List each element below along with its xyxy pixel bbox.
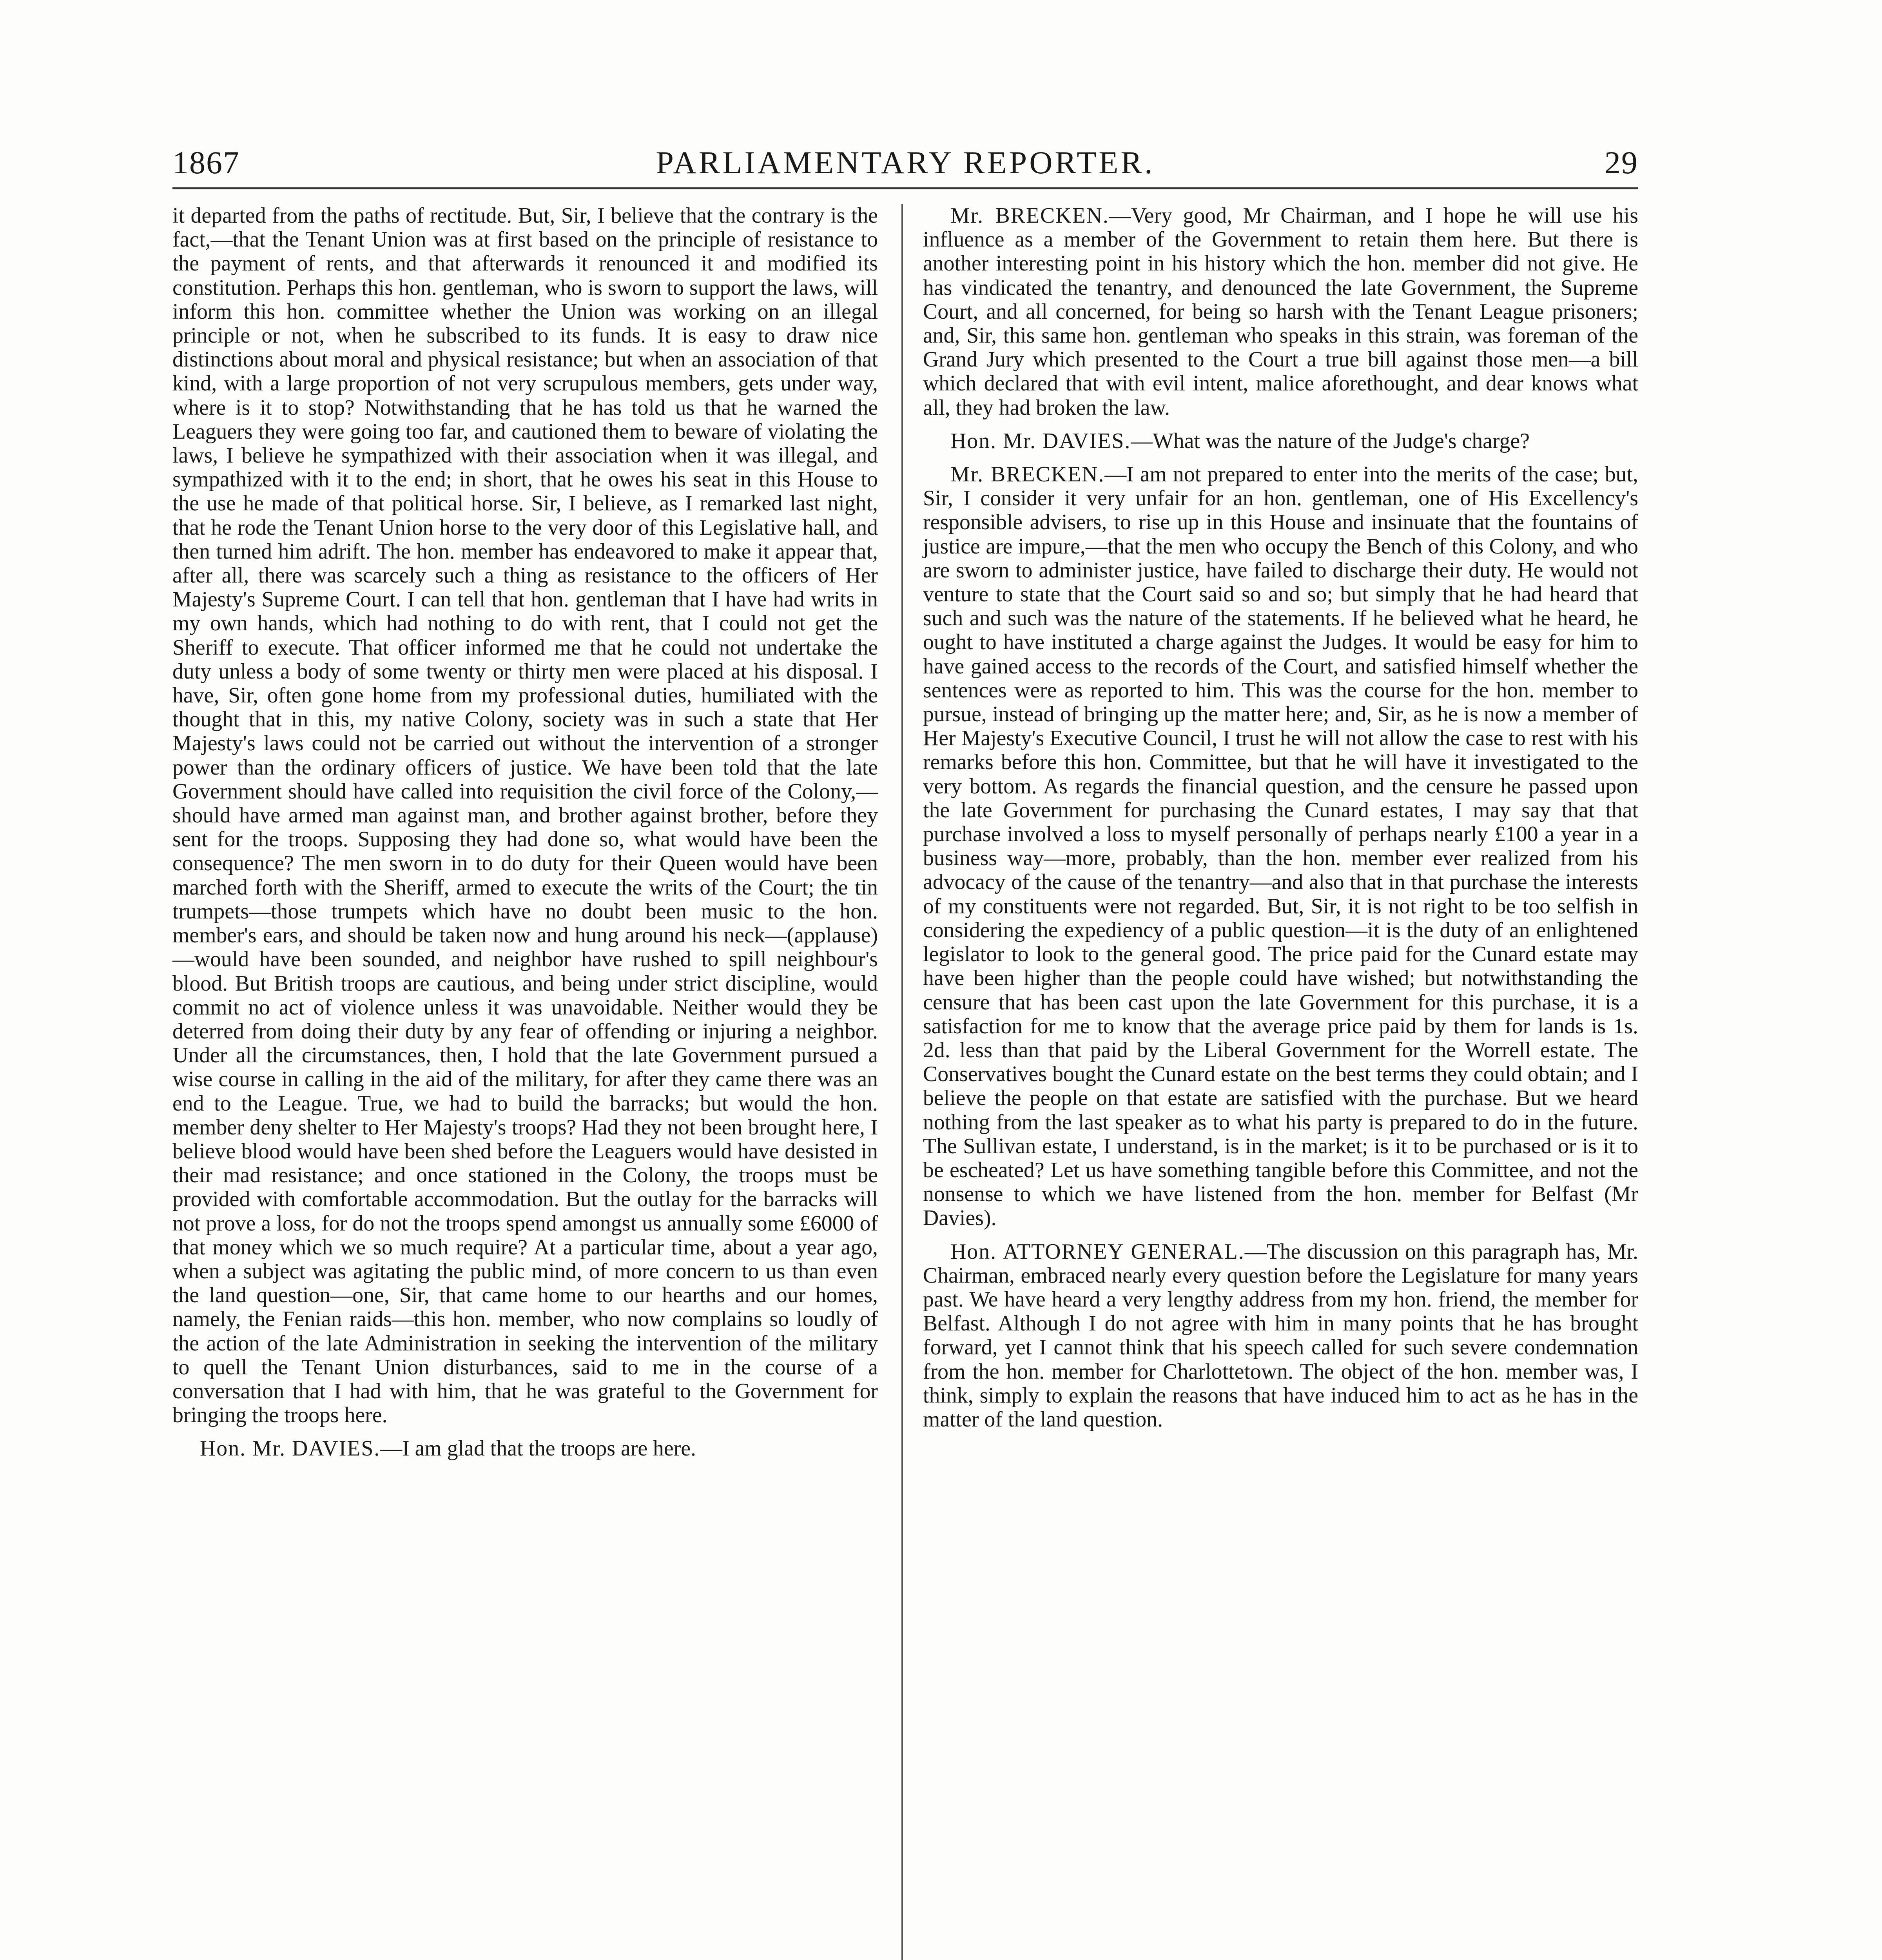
right-paragraph-4 [923,1240,1638,1432]
header-page-number: 29 [1605,145,1638,180]
speech-text: —I am not prepared to enter into the merits of the case; but, Sir, I consider it very unfair for an hon. gentleman, one of His Excellency's responsible advisers, to rise up in this House and insinuate that the fountains of justice are impure,—that the men who occupy the Bench of this Colony, and who are sworn to administer justice, have failed to discharge their duty. He would not venture to state that the Court said so and so; but simply that he had heard that such and such was the nature of the statements. If he believed what he heard, he ought to have instituted a charge against the Judges. It would be easy for him to have gained access to the records of the Court, and satisfied himself whether the sentences were as reported to him. This was the course for the hon. member to pursue, instead of bringing up the matter here; and, Sir, as he is now a member of Her Majesty's Executive Council, I trust he will not allow the case to rest with his remarks before this hon. Committee, but that he will have it investigated to the very bottom. As regards the financial question, and the censure he passed upon the late Government for purchasing the Cunard estates, I may say that that purchase involved a loss to myself personally of perhaps nearly £100 a year in a business way—more, probably, than the hon. member ever realized from his advocacy of the cause of the tenantry—and also that in that purchase the interests of my constituents were not regarded. But, Sir, it is not right to be too selfish in considering the expediency of a public question—it is the duty of an enlightened legislator to look to the general good. The price paid for the Cunard estate may have been higher than the people could have wished; but notwithstanding the censure that has been cast upon the late Government for this purchase, it is a satisfaction for me to know that the average price paid by them for lands is 1s. 2d. less than that paid by the Liberal Government for the Worrell estate. The Conservatives bought the Cunard estate on the best terms they could obtain; and I believe the people on that estate are satisfied with the purchase. But we heard nothing from the last speaker as to what his party is prepared to do in the future. The Sullivan estate, I understand, is in the market; is it to be purchased or is it to be escheated? Let us have something tangible before this Committee, and not the nonsense to which we have listened from the hon. member for Belfast (Mr Davies). [923,462,1638,1230]
header-rule [172,187,1638,189]
right-paragraph-3 [923,463,1638,1230]
right-paragraph-2 [923,429,1638,453]
speaker-name: Mr. BRECKEN. [950,462,1105,487]
page-header [172,141,1638,184]
speaker-name: Hon. ATTORNEY GENERAL. [950,1239,1245,1264]
left-column [172,204,878,1470]
speech-text: —Very good, Mr Chairman, and I hope he will use his influence as a member of the Government to retain them here. But there is another interesting point in his history which the hon. member did not give. He has vindicated the tenantry, and denounced the late Government, the Supreme Court, and all concerned, for being so harsh with the Tenant League prisoners; and, Sir, this same hon. gentleman who speaks in this strain, was foreman of the Grand Jury which presented to the Court a true bill against those men—a bill which declared that with evil intent, malice aforethought, and dear knows what all, they had broken the law. [923,203,1638,420]
right-paragraph-1 [923,204,1638,420]
speaker-name: Hon. Mr. DAVIES. [950,428,1131,453]
header-title: PARLIAMENTARY REPORTER. [656,145,1155,180]
left-paragraph-1: it departed from the paths of rectitude. But, Sir, I believe that the contrary is the fact,—that the Tenant Union was at first based on the principle of resistance to the payment of rents, and that afterwards it renounced it and modified its constitution. Perhaps this hon. gentleman, who is sworn to support the laws, will inform this hon. committee whether the Union was working on an illegal principle or not, when he subscribed to its funds. It is easy to draw nice distinctions about moral and physical resistance; but when an association of that kind, with a large proportion of not very scrupulous members, gets under way, where is it to stop? Notwithstanding that he has told us that he warned the Leaguers they were going too far, and cautioned them to beware of violating the laws, I believe he sympathized with their association when it was illegal, and sympathized with it to the end; in short, that he owes his seat in this House to the use he made of that political horse. Sir, I believe, as I remarked last night, that he rode the Tenant Union horse to the very door of this Legislative hall, and then turned him adrift. The hon. member has endeavored to make it appear that, after all, there was scarcely such a thing as resistance to the officers of Her Majesty's Supreme Court. I can tell that hon. gentleman that I have had writs in my own hands, which had nothing to do with rent, that I could not get the Sheriff to execute. That officer informed me that he could not undertake the duty unless a body of some twenty or thirty men were placed at his disposal. I have, Sir, often gone home from my professional duties, humiliated with the thought that in this, my native Colony, society was in such a state that Her Majesty's laws could not be carried out without the intervention of a stronger power than the ordinary officers of justice. We have been told that the late Government should have called into requisition the civil force of the Colony,—should have armed man against man, and brother against brother, before they sent for the troops. Supposing they had done so, what would have been the consequence? The men sworn in to do duty for their Queen would have been marched forth with the Sheriff, armed to execute the writs of the Court; the tin trumpets—those trumpets which have no doubt been music to the hon. member's ears, and should be taken now and hung around his neck—(applause)—would have been sounded, and neighbor have rushed to spill neighbour's blood. But British troops are cautious, and being under strict discipline, would commit no act of violence unless it was unavoidable. Neither would they be deterred from doing their duty by any fear of offending or injuring a neighbor. Under all the circumstances, then, I hold that the late Government pursued a wise course in calling in the aid of the military, for after they came there was an end to the League. True, we had to build the barracks; but would the hon. member deny shelter to Her Majesty's troops? Had they not been brought here, I believe blood would have been shed before the Leaguers would have desisted in their mad resistance; and once stationed in the Colony, the troops must be provided with comfortable accommodation. But the outlay for the barracks will not prove a loss, for do not the troops spend amongst us annually some £6000 of that money which we so much require? At a particular time, about a year ago, when a subject was agitating the public mind, of more concern to us than even the land question—one, Sir, that came home to our hearths and our homes, namely, the Fenian raids—this hon. member, who now complains so loudly of the action of the late Administration in seeking the intervention of the military to quell the Tenant Union disturbances, said to me in the course of a conversation that I had with him, that he was grateful to the Government for bringing the troops here. [172,203,878,1428]
speech-text: —The discussion on this paragraph has, Mr. Chairman, embraced nearly every question before the Legislature for many years past. We have heard a very lengthy address from my hon. friend, the member for Belfast. Although I do not agree with him in many points that he has brought forward, yet I cannot think that his speech called for such severe condemnation from the hon. member for Charlottetown. The object of the hon. member was, I think, simply to explain the reasons that have induced him to act as he has in the matter of the land question. [923,1239,1638,1432]
speaker-name: Hon. Mr. DAVIES. [200,1436,381,1461]
speech-text: —What was the nature of the Judge's charge? [1131,428,1530,453]
column-divider [901,204,903,1960]
right-column [923,204,1638,1441]
speech-text: —I am glad that the troops are here. [380,1436,696,1461]
left-paragraph-2 [172,1437,878,1461]
speaker-name: Mr. BRECKEN. [950,203,1109,228]
header-year: 1867 [172,145,240,180]
